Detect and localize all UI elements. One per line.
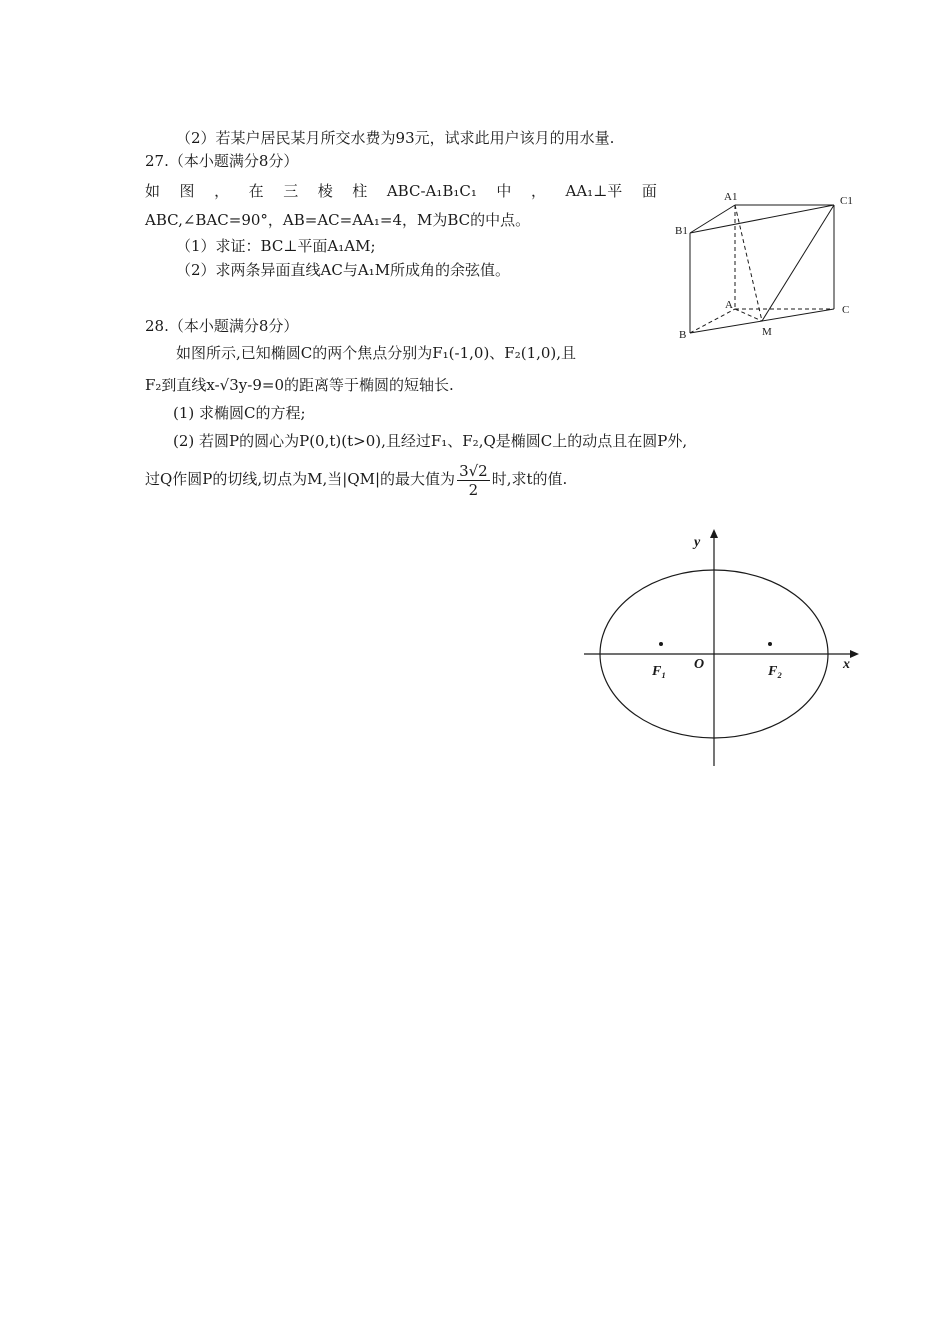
q28-line1: 如图所示,已知椭圆C的两个焦点分别为F₁(-1,0)、F₂(1,0),且 bbox=[176, 344, 577, 362]
fraction-denominator: 2 bbox=[468, 480, 479, 499]
q27-part2: （2）求两条异面直线AC与A₁M所成角的余弦值。 bbox=[176, 261, 511, 279]
label-a: A bbox=[725, 299, 733, 311]
ellipse-figure bbox=[580, 528, 870, 773]
focus-f1-point bbox=[659, 642, 663, 646]
q27-intro-line1 bbox=[145, 181, 657, 201]
q28-header: 28.（本小题满分8分） bbox=[145, 317, 299, 335]
fraction-numerator: 3√2 bbox=[459, 461, 488, 480]
label-b: B bbox=[679, 329, 687, 341]
label-c: C bbox=[842, 304, 850, 316]
label-a1: A1 bbox=[724, 191, 738, 203]
q27-word: 在 bbox=[248, 182, 264, 200]
q28-line2: F₂到直线x-√3y-9=0的距离等于椭圆的短轴长. bbox=[145, 376, 454, 394]
q28-line5-after: 时,求t的值. bbox=[491, 470, 568, 488]
label-origin: O bbox=[694, 657, 705, 672]
q27-word: 三 bbox=[283, 182, 299, 200]
q27-word: ABC-A₁B₁C₁ bbox=[386, 182, 477, 200]
q27-word: 图 bbox=[179, 182, 195, 200]
q27-intro-line2: ABC,∠BAC=90°，AB=AC=AA₁=4，M为BC的中点。 bbox=[145, 211, 531, 229]
q27-word: 中 bbox=[496, 182, 512, 200]
label-b1: B1 bbox=[675, 225, 688, 237]
label-x: x bbox=[843, 657, 850, 672]
q27-word: ， bbox=[214, 182, 230, 200]
q27-word: AA₁⊥平 bbox=[565, 182, 623, 200]
q26-part2: （2）若某户居民某月所交水费为93元，试求此用户该月的用水量. bbox=[176, 129, 615, 147]
q28-part2: (2) 若圆P的圆心为P(0,t)(t>0),且经过F₁、F₂,Q是椭圆C上的动点且在圆P外, bbox=[173, 432, 688, 450]
q28-line5 bbox=[145, 461, 567, 499]
prism-figure bbox=[670, 185, 870, 345]
y-axis-arrow-icon bbox=[710, 529, 718, 538]
label-y: y bbox=[694, 535, 701, 550]
label-c1: C1 bbox=[840, 195, 853, 207]
q27-word: 柱 bbox=[352, 182, 368, 200]
q27-word: 棱 bbox=[317, 182, 333, 200]
label-m: M bbox=[762, 326, 772, 338]
q27-part1: （1）求证：BC⊥平面A₁AM; bbox=[176, 237, 376, 255]
q27-word: 面 bbox=[641, 182, 657, 200]
q27-header: 27.（本小题满分8分） bbox=[145, 152, 299, 170]
q28-part1: (1) 求椭圆C的方程; bbox=[173, 404, 306, 422]
x-axis-arrow-icon bbox=[850, 650, 859, 658]
label-f2: F₂ bbox=[768, 664, 783, 679]
label-f1: F₁ bbox=[652, 664, 667, 679]
q27-word: ， bbox=[530, 182, 546, 200]
focus-f2-point bbox=[768, 642, 772, 646]
q27-word: 如 bbox=[145, 182, 161, 200]
q28-line5-before: 过Q作圆P的切线,切点为M,当|QM|的最大值为 bbox=[145, 470, 456, 488]
max-value-fraction bbox=[457, 462, 490, 499]
